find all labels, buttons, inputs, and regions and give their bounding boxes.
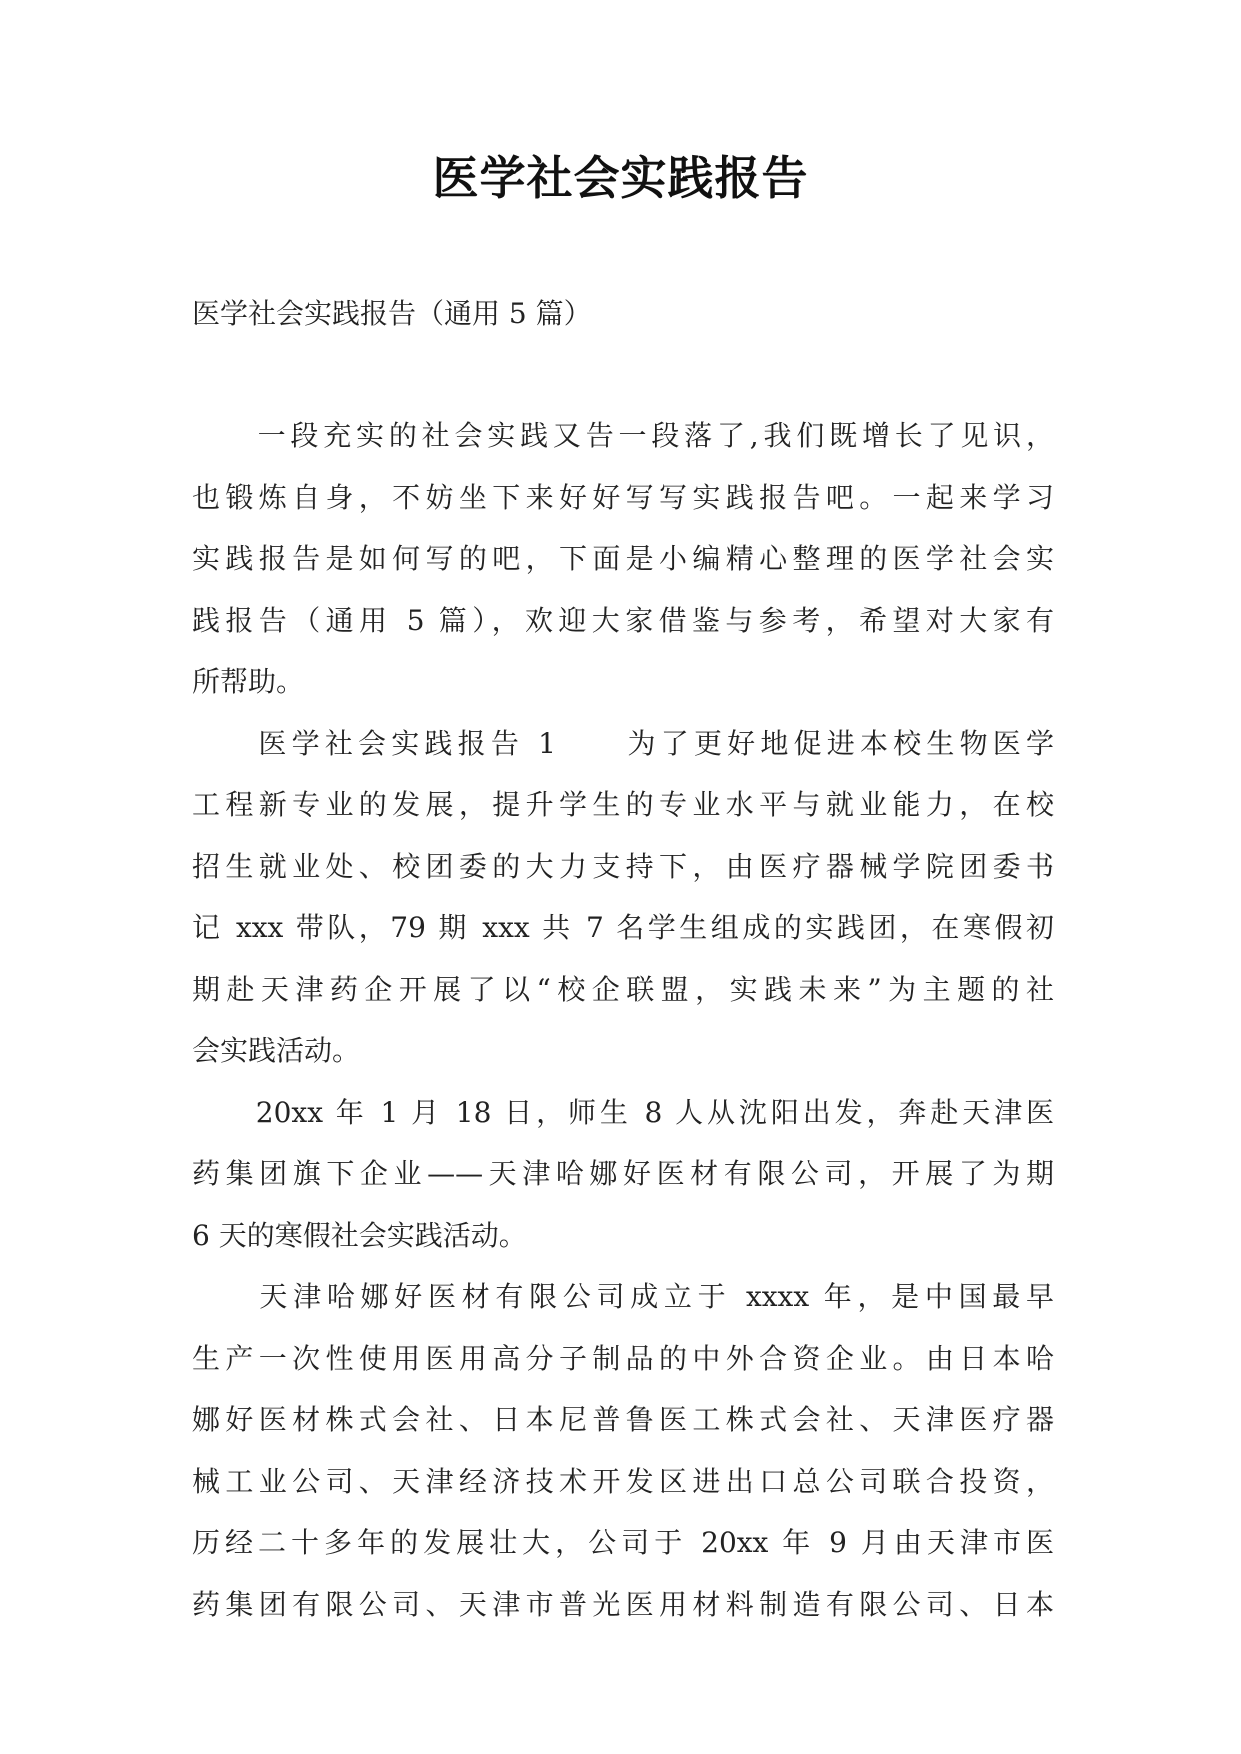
body-line: 会实践活动。 (192, 1034, 361, 1067)
body-line: 历经二十多年的发展壮大，公司于 20xx 年 9 月由天津市医 (192, 1526, 1054, 1559)
body-line: 械工业公司、天津经济技术开发区进出口总公司联合投资， (192, 1464, 1054, 1498)
document-body (192, 405, 1054, 1635)
body-line: 记 xxx 带队，79 期 xxx 共 7 名学生组成的实践团，在寒假初 (192, 911, 1054, 944)
body-line: 娜好医材株式会社、日本尼普鲁医工株式会社、天津医疗器 (192, 1403, 1054, 1436)
body-line: 天津哈娜好医材有限公司成立于 xxxx 年，是中国最早 (192, 1280, 1054, 1313)
body-line: 期赴天津药企开展了以“校企联盟，实践未来”为主题的社 (192, 972, 1054, 1006)
body-line: 工程新专业的发展，提升学生的专业水平与就业能力，在校 (192, 788, 1054, 821)
body-line: 药集团有限公司、天津市普光医用材料制造有限公司、日本 (192, 1587, 1054, 1621)
body-line: 所帮助。 (192, 665, 305, 698)
body-line: 20xx 年 1 月 18 日，师生 8 人从沈阳出发，奔赴天津医 (192, 1095, 1054, 1129)
body-line: 一段充实的社会实践又告一段落了,我们既增长了见识， (192, 419, 1054, 452)
body-line: 也锻炼自身，不妨坐下来好好写写实践报告吧。一起来学习 (192, 480, 1054, 514)
body-line: 6 天的寒假社会实践活动。 (192, 1218, 527, 1252)
body-line: 招生就业处、校团委的大力支持下，由医疗器械学院团委书 (192, 849, 1054, 883)
document-subtitle: 医学社会实践报告（通用 5 篇） (192, 297, 592, 330)
body-line: 践报告（通用 5 篇），欢迎大家借鉴与参考，希望对大家有 (192, 603, 1054, 637)
body-line: 药集团旗下企业——天津哈娜好医材有限公司，开展了为期 (192, 1157, 1054, 1190)
body-line: 生产一次性使用医用高分子制品的中外合资企业。由日本哈 (192, 1341, 1054, 1375)
body-line: 医学社会实践报告 1 为了更好地促进本校生物医学 (192, 726, 1054, 760)
body-line: 实践报告是如何写的吧，下面是小编精心整理的医学社会实 (192, 542, 1054, 575)
document-title: 医学社会实践报告 (432, 151, 809, 205)
